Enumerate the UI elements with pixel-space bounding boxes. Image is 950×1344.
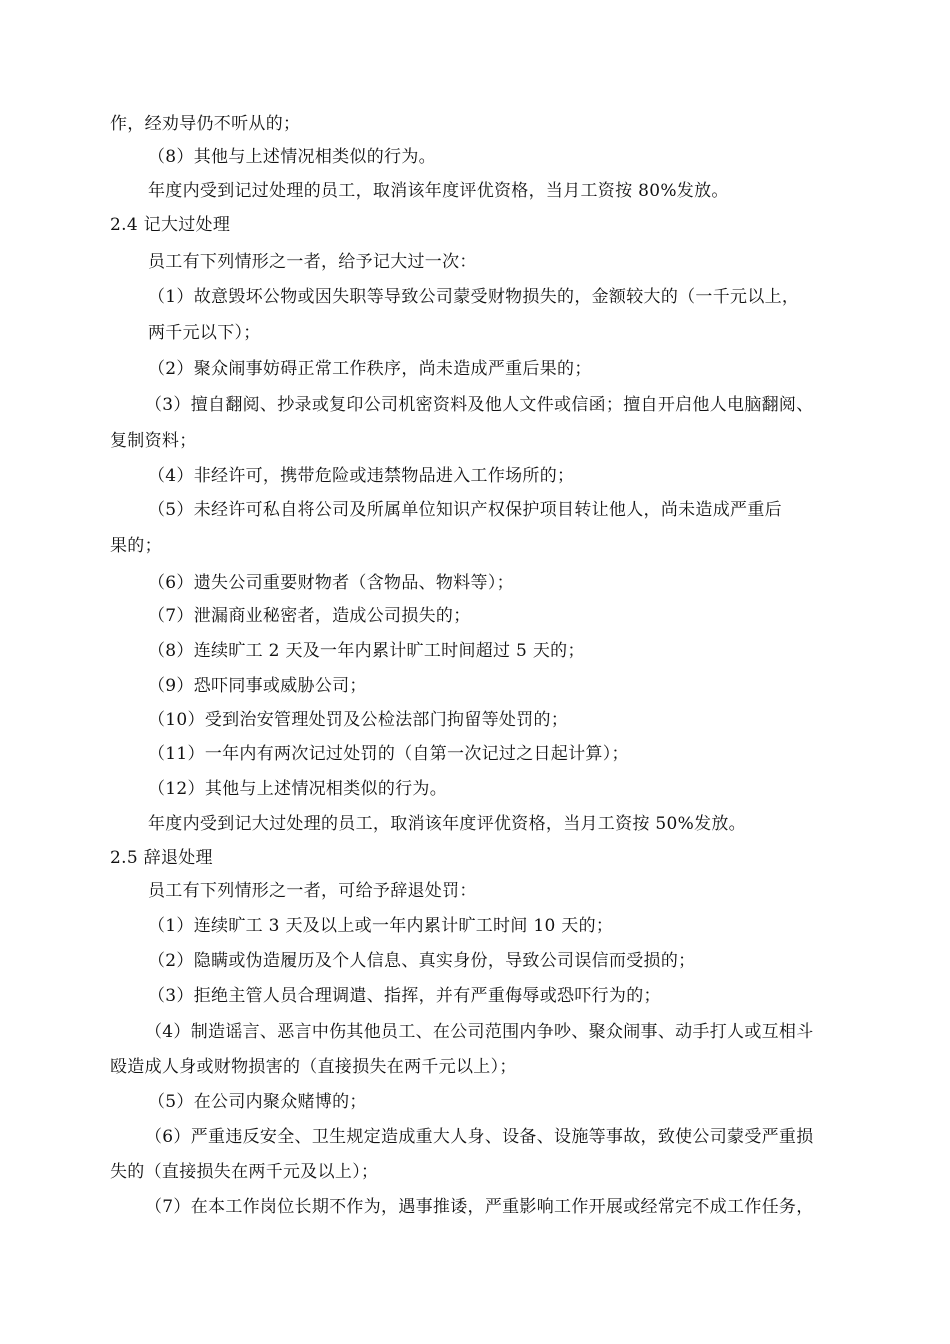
text-line: （9）恐吓同事或威胁公司； [148,676,367,696]
text-line: 员工有下列情形之一者，可给予辞退处罚： [148,881,477,901]
text-line: （7）泄漏商业秘密者，造成公司损失的； [148,606,471,626]
text-line: （10）受到治安管理处罚及公检法部门拘留等处罚的； [148,710,569,730]
text-line: 作，经劝导仍不听从的； [110,114,301,134]
text-line: （2）隐瞒或伪造履历及个人信息、真实身份，导致公司误信而受损的； [148,951,696,971]
section-heading: 2.4 记大过处理 [110,215,231,235]
text-line: （2）聚众闹事妨碍正常工作秩序，尚未造成严重后果的； [148,359,592,379]
text-line: （1）故意毁坏公物或因失职等导致公司蒙受财物损失的，金额较大的（一千元以上， [148,287,800,307]
section-heading: 2.5 辞退处理 [110,848,213,868]
text-line: （8）连续旷工 2 天及一年内累计旷工时间超过 5 天的； [148,641,585,661]
text-line: 员工有下列情形之一者，给予记大过一次： [148,252,477,272]
text-line: （5）在公司内聚众赌博的； [148,1092,367,1112]
text-line: （6）严重违反安全、卫生规定造成重大人身、设备、设施等事故，致使公司蒙受严重损 [145,1127,814,1147]
text-line: （5）未经许可私自将公司及所属单位知识产权保护项目转让他人，尚未造成严重后 [148,500,782,520]
text-line: （3）拒绝主管人员合理调遣、指挥，并有严重侮辱或恐吓行为的； [148,986,661,1006]
text-line: 失的（直接损失在两千元及以上）； [110,1162,379,1182]
text-line: 复制资料； [110,431,197,451]
text-line: 果的； [110,536,162,556]
text-line: （1）连续旷工 3 天及以上或一年内累计旷工时间 10 天的； [148,916,614,936]
text-line: 殴造成人身或财物损害的（直接损失在两千元以上）； [110,1057,517,1077]
text-line: （4）非经许可，携带危险或违禁物品进入工作场所的； [148,466,575,486]
text-line: （4）制造谣言、恶言中伤其他员工、在公司范围内争吵、聚众闹事、动手打人或互相斗 [145,1022,814,1042]
text-line: 两千元以下）； [148,323,261,343]
text-line: （3）擅自翻阅、抄录或复印公司机密资料及他人文件或信函；擅自开启他人电脑翻阅、 [145,395,814,415]
text-line: （6）遗失公司重要财物者（含物品、物料等）； [148,573,514,593]
text-line: （8）其他与上述情况相类似的行为。 [148,147,436,167]
text-line: （7）在本工作岗位长期不作为，遇事推诿，严重影响工作开展或经常完不成工作任务， [145,1197,814,1217]
text-line: （12）其他与上述情况相类似的行为。 [148,779,448,799]
text-line: （11）一年内有两次记过处罚的（自第一次记过之日起计算）； [148,744,629,764]
text-line: 年度内受到记大过处理的员工，取消该年度评优资格，当月工资按 50%发放。 [148,814,746,834]
text-line: 年度内受到记过处理的员工，取消该年度评优资格，当月工资按 80%发放。 [148,181,729,201]
